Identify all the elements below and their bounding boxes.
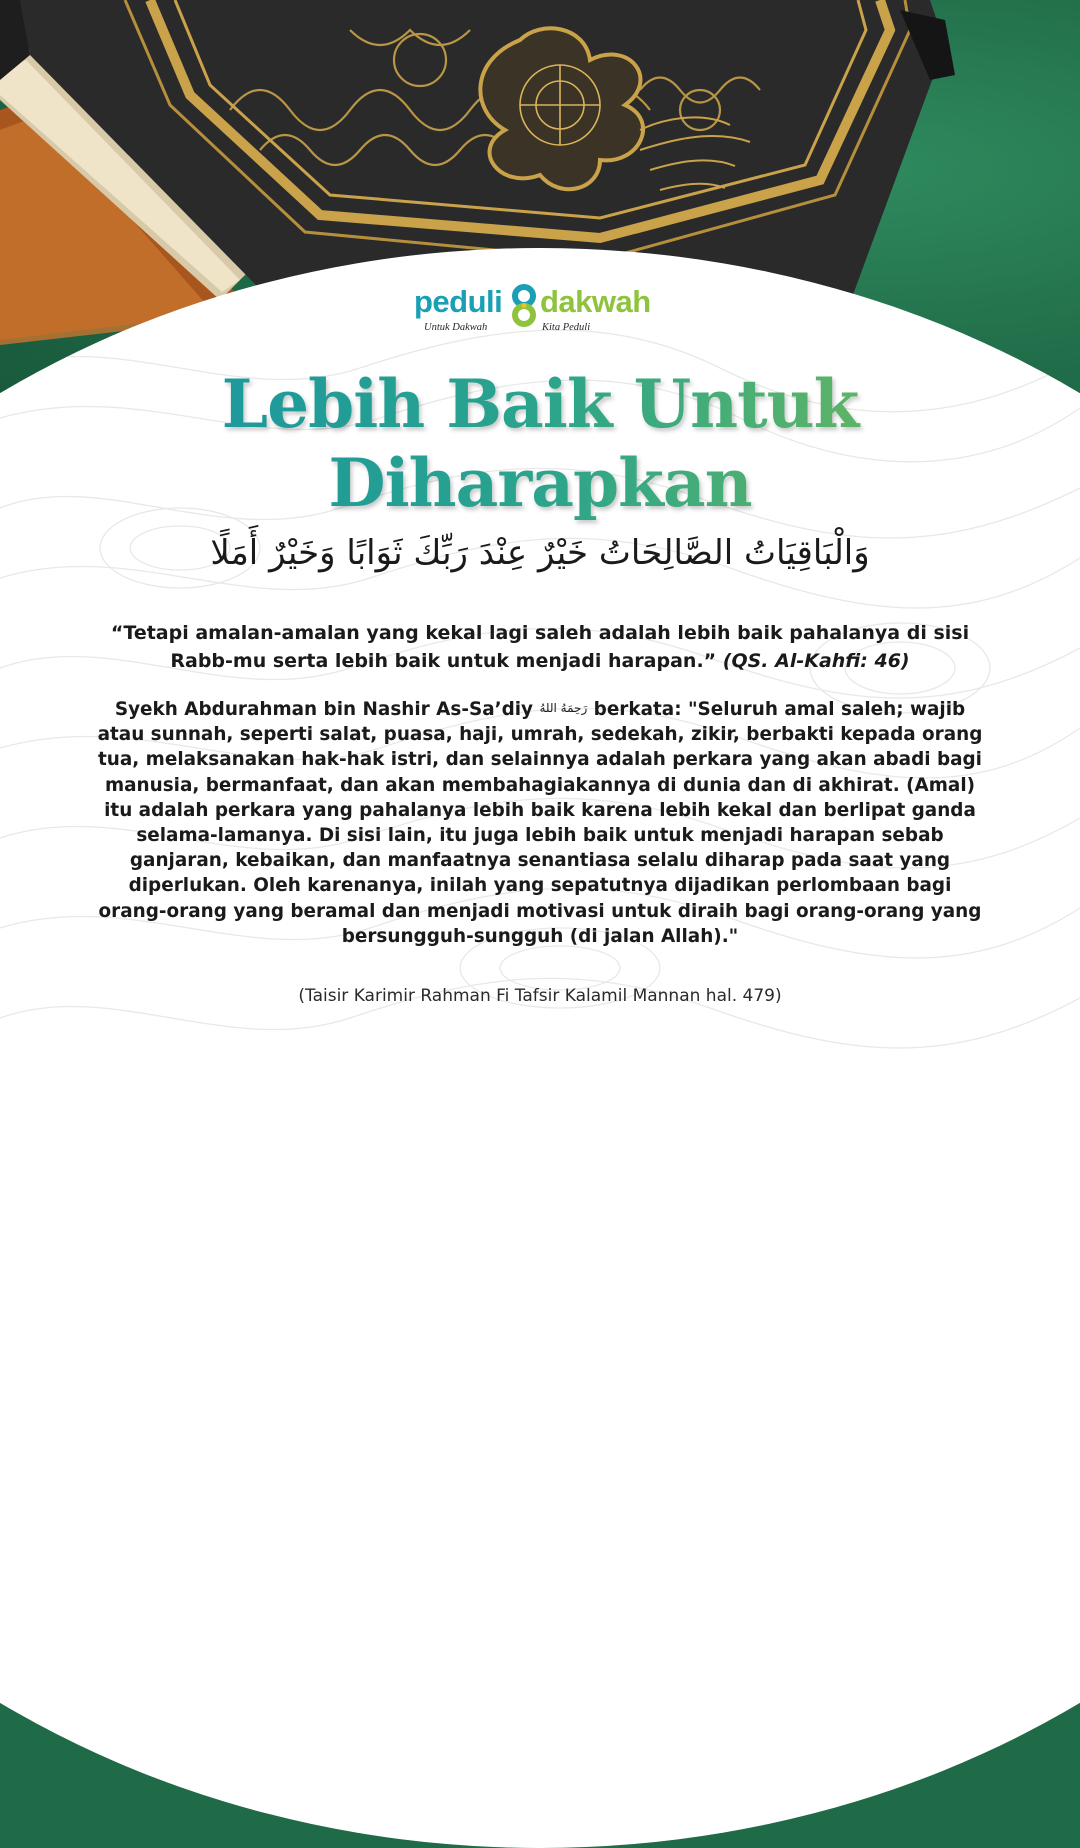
logo-right-tagline: Kita Peduli [542, 322, 591, 333]
honorific-symbol: رَحِمَهُ اللهُ [539, 701, 588, 715]
logo-mark-icon [510, 284, 538, 328]
source-citation: (Taisir Karimir Rahman Fi Tafsir Kalamil Mannan hal. 479) [298, 986, 782, 1006]
logo-right-word: dakwah [540, 284, 651, 319]
commentary-quote: berkata: "Seluruh amal saleh; wajib atau sunnah, seperti salat, puasa, haji, umrah, sedekah, zikir, berbakti kepada orang tua, melaksanakan hak-hak istri, dan selainnya adalah perkara yang akan abadi bagi manusia, bermanfaat, dan akan membahagiakannya di dunia dan di akhirat. (Amal) itu adalah perkara yang pahalanya lebih baik karena lebih kekal dan berlipat ganda selama-lamanya. Di sisi lain, itu juga lebih baik untuk menjadi harapan sebab ganjaran, kebaikan, dan manfaatnya senantiasa selalu diharap pada saat yang diperlukan. Oleh karenanya, inilah yang sepatutnya dijadikan perlombaan bagi orang-orang yang beramal dan menjadi motivasi untuk diraih bagi orang-orang yang bersungguh-sungguh (di jalan Allah)." [97, 699, 983, 947]
verse-reference: (QS. Al-Kahfi: 46) [722, 650, 910, 672]
page-title-line-2: Diharapkan [0, 444, 1080, 522]
verse-translation [110, 619, 970, 675]
brand-logo [414, 282, 674, 342]
scholar-commentary [96, 696, 984, 949]
logo-left-word: peduli [414, 284, 503, 319]
page-title-line-1: Lebih Baik Untuk [0, 365, 1080, 443]
quran-verse-arabic: وَالْبَاقِيَاتُ الصَّالِحَاتُ خَيْرٌ عِنْدَ رَبِّكَ ثَوَابًا وَخَيْرٌ أَمَلًا [210, 533, 870, 573]
translation-text: “Tetapi amalan-amalan yang kekal lagi saleh adalah lebih baik pahalanya di sisi Rabb-mu serta lebih baik untuk menjadi harapan.” [110, 622, 970, 672]
logo-left-tagline: Untuk Dakwah [424, 322, 488, 333]
commentary-intro: Syekh Abdurahman bin Nashir As-Sa’diy [114, 699, 534, 720]
